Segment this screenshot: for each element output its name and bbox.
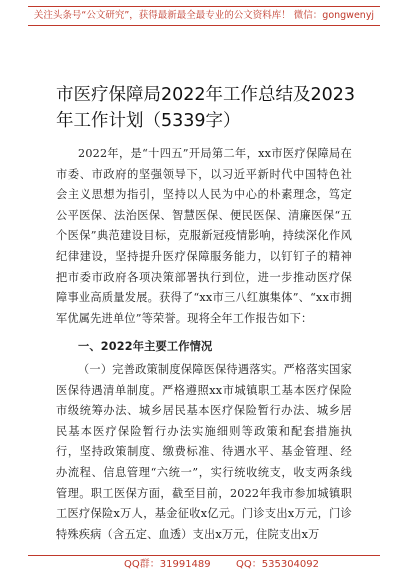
section-paragraph: （一）完善政策制度保障医保待遇落实。严格落实国家医保待遇清单制度。严格遵照xx市城镇职工基本医疗保险市级统筹办法、城乡居民基本医疗保险暂行办法、城乡居民基本医疗保险暂行办法实施细则等政策和配套措施执行，坚持政策制度、缴费标准、待遇水平、基金管理、经办流程、信息管理“六统一”，实行统收统支，收支两条线管理。职工医保方面，截至目前，2022年我市参加城镇职工医疗保险x万人，基金征收x亿元。门诊支出x万元，门诊特殊疾病（含五定、血透）支出x万元，住院支出x万 (56, 362, 352, 541)
document-title: 市医疗保障局2022年工作总结及2023年工作计划（5339字） (56, 85, 356, 131)
footer-bar (28, 555, 380, 574)
qq-group-text: QQ群：31991489 (124, 559, 211, 570)
top-banner: 关注头条号“公文研究”，获得最新最全最专业的公文资料库！ 微信：gongwenyj (28, 6, 380, 26)
qq-contact-text: QQ：535304092 (236, 559, 320, 570)
section-heading: 一、2022年主要工作情况 (78, 340, 213, 354)
intro-paragraph: 2022年，是“十四五”开局第二年，xx市医疗保障局在市委、市政府的坚强领导下，以习近平新时代中国特色社会主义思想为指引，坚持以人民为中心的朴素理念，笃定公平医保、法治医保、智慧医保、便民医保、清廉医保“五个医保”典范建设目标，克服新冠疫情影响，持续深化作风纪律建设，坚持提升医疗保障服务能力，以钉钉子的精神把市委市政府各项决策部署执行到位，进一步推动医疗保障事业高质量发展。获得了“xx市三八红旗集体”、“xx市拥军优属先进单位”等荣誉。现将全年工作报告如下： (56, 147, 352, 325)
document-body (56, 144, 352, 545)
